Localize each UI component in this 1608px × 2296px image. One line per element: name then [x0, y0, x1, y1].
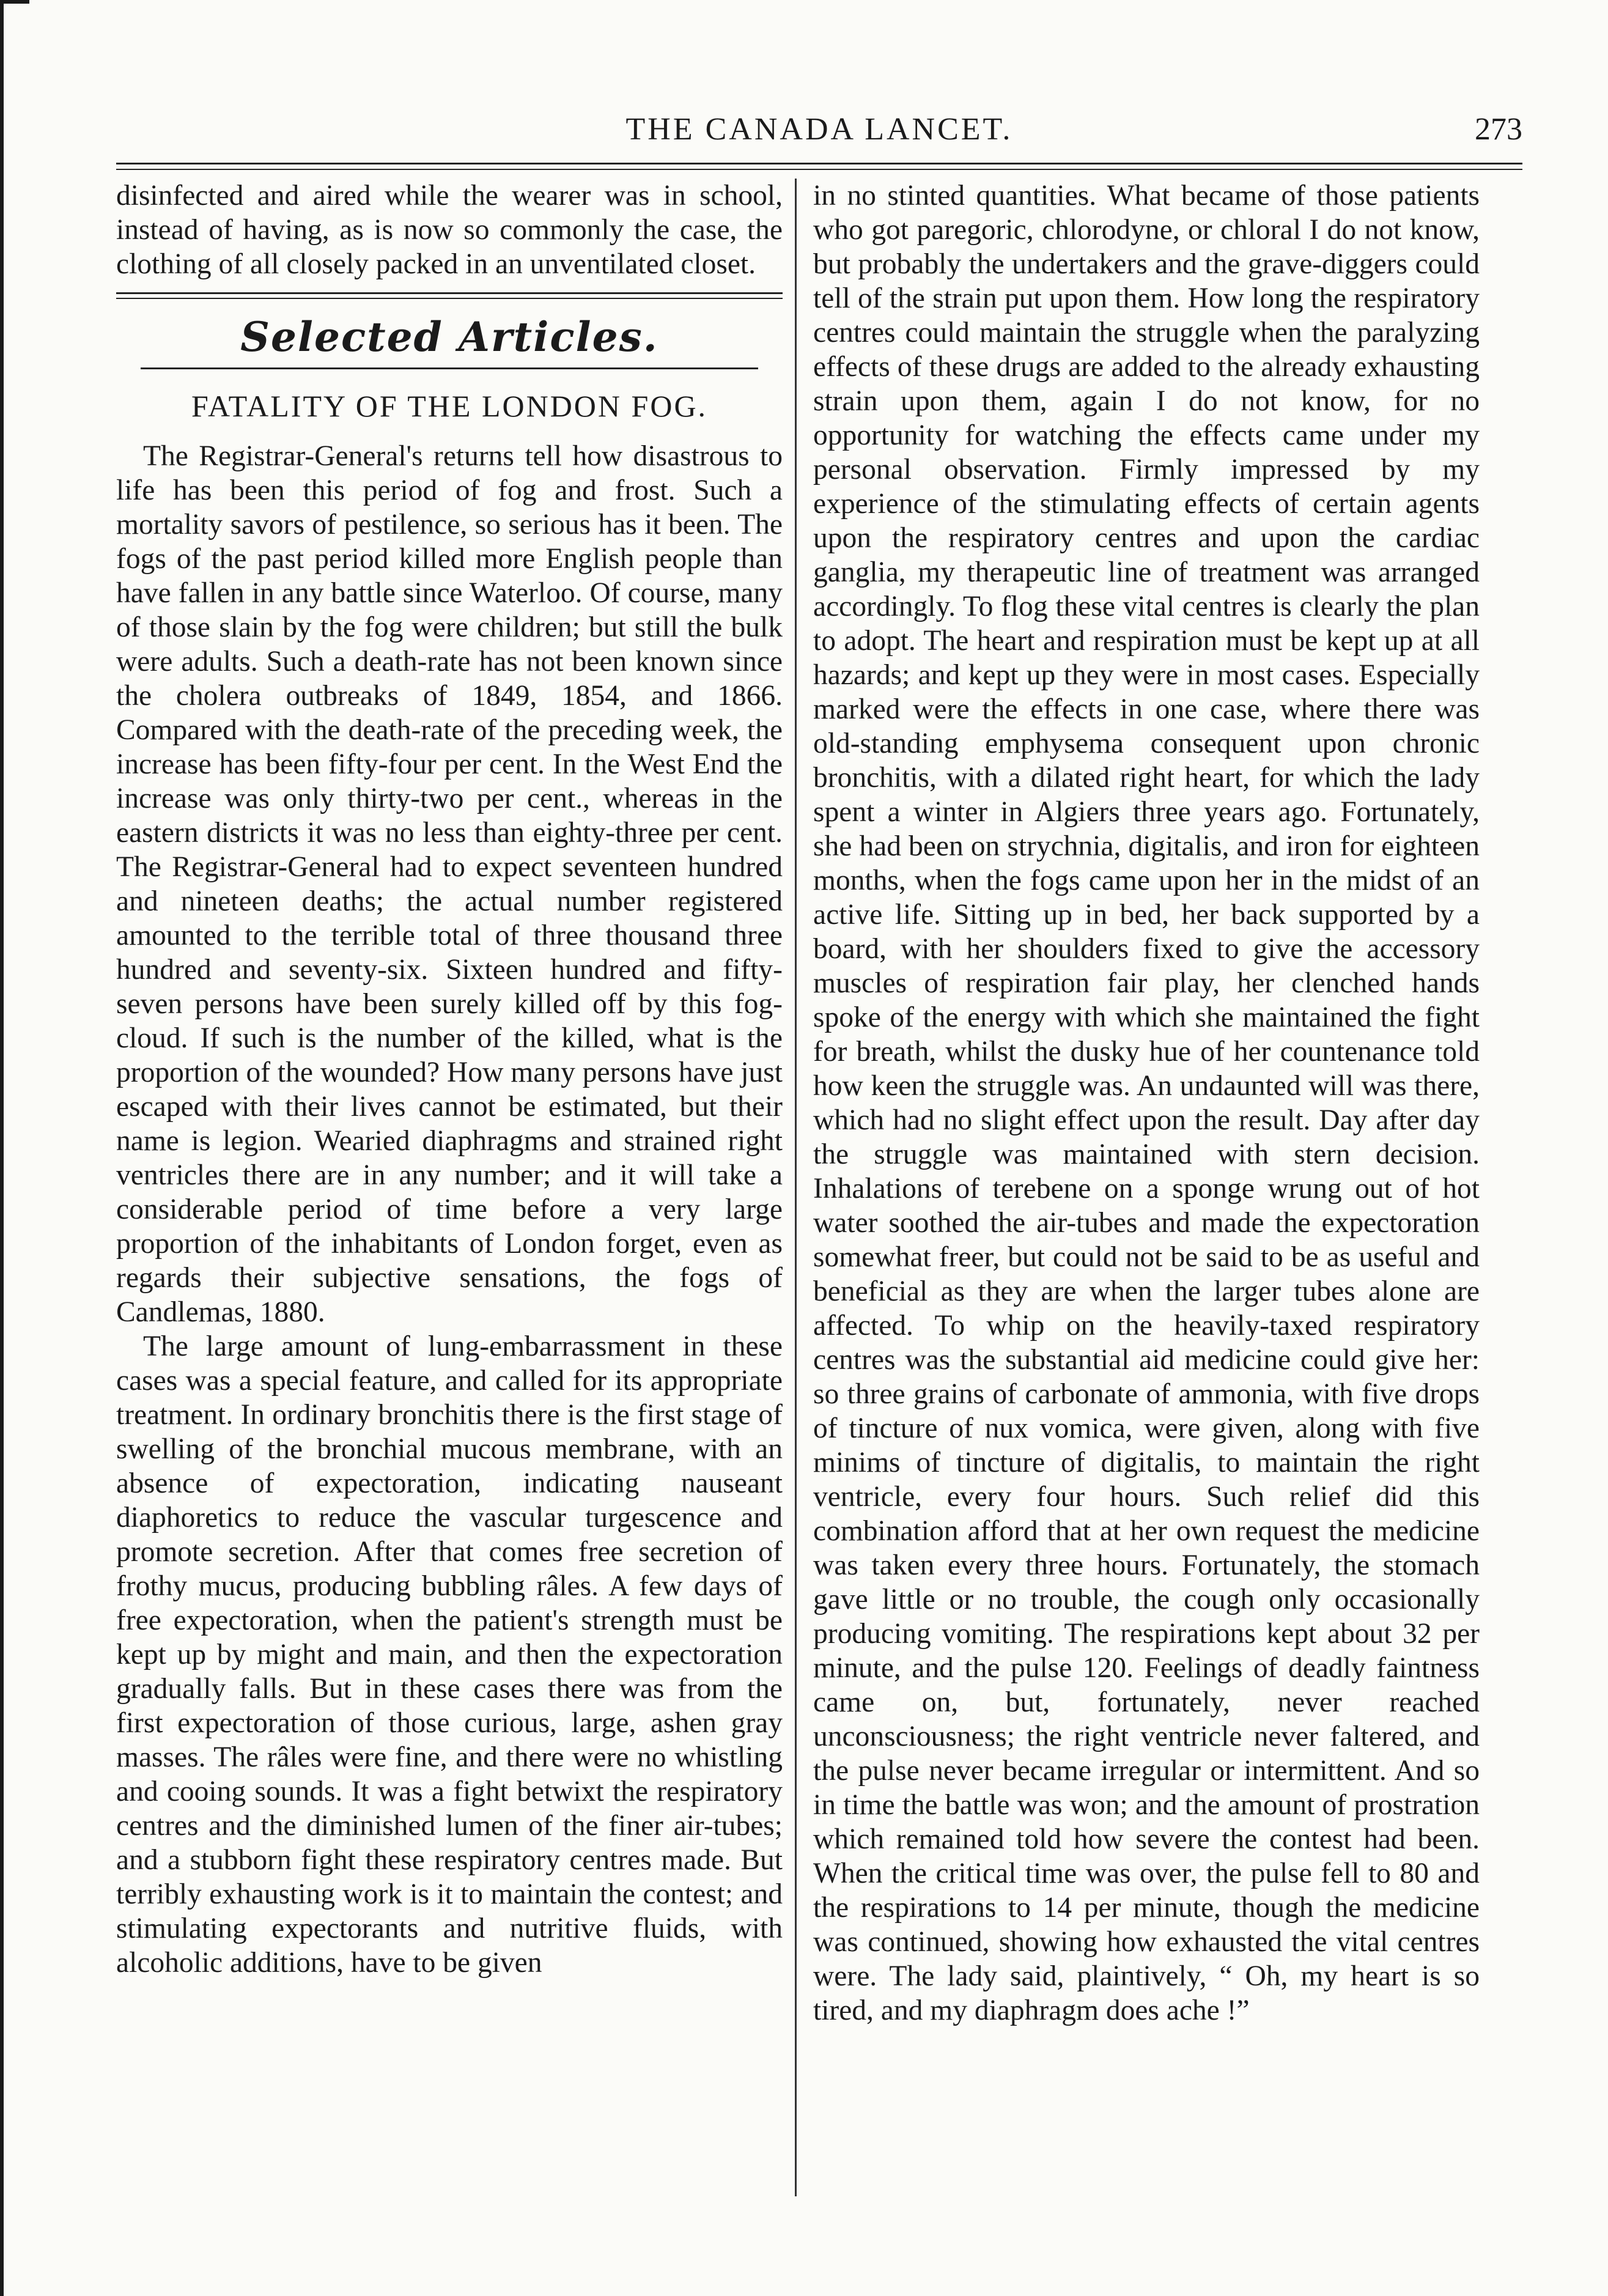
- column-divider: [795, 179, 797, 2196]
- page-number: 273: [1475, 112, 1522, 147]
- section-divider-top: [116, 292, 783, 294]
- header-double-rule: [116, 163, 1522, 170]
- journal-title: THE CANADA LANCET.: [625, 112, 1013, 147]
- article-paragraph-2: The large amount of lung-embarrassment in these cases was a special feature, and called for its appropriate treatment. In ordinary bronchitis there is the first stage of swelling of the bronchial mucous membrane, with an absence of expectoration, indicating nauseant diaphoretics to reduce the vascular turgescence and promote secretion. After that comes free secretion of frothy mucus, producing bubbling râles. A few days of free expectoration, when the patient's strength must be kept up by might and main, and then the expectoration gradually falls. But in these cases there was from the first expectoration of those curious, large, ashen gray masses. The râles were fine, and there were no whistling and cooing sounds. It was a fight betwixt the respiratory centres and the diminished lumen of the finer air-tubes; and a stubborn fight these respiratory centres made. But terribly exhausting work is it to maintain the contest; and stimulating expectorants and nutritive fluids, with alcoholic additions, have to be given: [116, 1331, 783, 1979]
- binding-corner-mark: [0, 0, 29, 4]
- section-heading: Selected Articles.: [240, 313, 658, 361]
- binding-edge-mark: [0, 0, 15, 2296]
- article-paragraph-continued: in no stinted quantities. What became of those patients who got paregoric, chlorodyne, or chloral I do not know, but probably the undertakers and the grave-diggers could tell of the strain put upon them. How long the respiratory centres could maintain the struggle when the paralyzing effects of these drugs are added to the already exhausting strain upon them, again I do not know, for no opportunity for watching the effects came under my personal observation. Firmly impressed by my experience of the stimulating effects of certain agents upon the respiratory centres and upon the cardiac ganglia, my therapeutic line of treatment was arranged accordingly. To flog these vital centres is clearly the plan to adopt. The heart and respiration must be kept up at all hazards; and kept up they were in most cases. Especially marked were the effects in one case, where there was old-standing emphysema consequent upon chronic bronchitis, with a dilated right heart, for which the lady spent a winter in Algiers three years ago. Fortunately, she had been on strychnia, digitalis, and iron for eighteen months, when the fogs came upon her in the midst of an active life. Sitting up in bed, her back supported by a board, with her shoulders fixed to give the accessory muscles of respiration fair play, her clenched hands spoke of the energy with which she maintained the fight for breath, whilst the dusky hue of her countenance told how keen the struggle was. An undaunted will was there, which had no slight effect upon the result. Day after day the struggle was maintained with stern decision. Inhalations of terebene on a sponge wrung out of hot water soothed the air-tubes and made the expectoration somewhat freer, but could not be said to be as useful and beneficial as they are when the larger tubes alone are affected. To whip on the heavily-taxed respiratory centres was the substantial aid medicine could give her: so three grains of carbonate of ammonia, with five drops of tincture of nux vomica, were given, along with five minims of tincture of digitalis, to maintain the right ventricle, every four hours. Such relief did this combination afford that at her own request the medicine was taken every three hours. Fortunately, the stomach gave little or no trouble, the cough only occasionally producing vomiting. The respirations kept about 32 per minute, and the pulse 120. Feelings of deadly faintness came on, but, fortunately, never reached unconsciousness; the right ventricle never faltered, and the pulse never became irregular or intermittent. And so in time the battle was won; and the amount of prostration which remained told how severe the contest had been. When the critical time was over, the pulse fell to 80 and the respirations to 14 per minute, though the medicine was continued, showing how exhausted the vital centres were. The lady said, plaintively, “ Oh, my heart is so tired, and my diaphragm does ache !”: [813, 180, 1480, 2026]
- left-column: [116, 179, 783, 2215]
- section-divider-bottom: [141, 367, 758, 369]
- section-divider-top-inner: [116, 298, 783, 299]
- article-paragraph-1: The Registrar-General's returns tell how disastrous to life has been this period of fog and frost. Such a mortality savors of pestilence, so serious has it been. The fogs of the past period killed more English people than have fallen in any battle since Waterloo. Of course, many of those slain by the fog were children; but still the bulk were adults. Such a death-rate has not been known since the cholera outbreaks of 1849, 1854, and 1866. Compared with the death-rate of the preceding week, the increase has been fifty-four per cent. In the West End the increase was only thirty-two per cent., whereas in the eastern districts it was no less than eighty-three per cent. The Registrar-General had to expect seventeen hundred and nineteen deaths; the actual number registered amounted to the terrible total of three thousand three hundred and seventy-six. Sixteen hundred and fifty-seven persons have been surely killed off by this fog-cloud. If such is the number of the killed, what is the proportion of the wounded? How many persons have just escaped with their lives cannot be estimated, but their name is legion. Wearied diaphragms and strained right ventricles there are in any number; and it will take a considerable period of time before a very large proportion of the inhabitants of London forget, even as regards their subjective sensations, the fogs of Candlemas, 1880.: [116, 440, 783, 1328]
- right-column: [813, 179, 1480, 2215]
- page-header: [116, 111, 1522, 160]
- article-title: FATALITY OF THE LONDON FOG.: [191, 389, 708, 423]
- intro-paragraph: disinfected and aired while the wearer was in school, instead of having, as is now so commonly the case, the clothing of all closely packed in an unventilated closet.: [116, 180, 783, 280]
